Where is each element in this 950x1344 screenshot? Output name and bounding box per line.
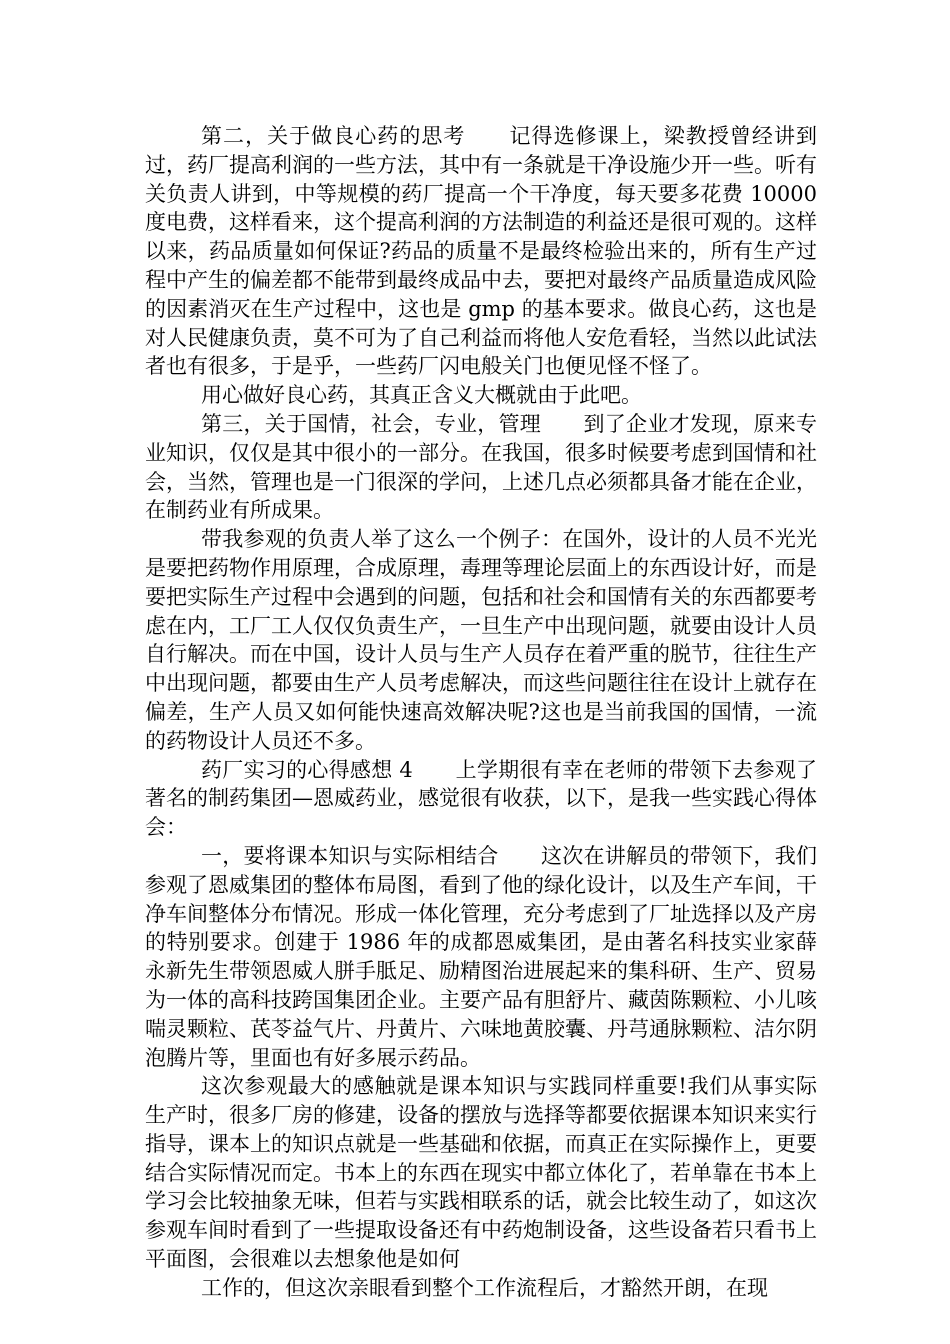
paragraph-design-example: 带我参观的负责人举了这么一个例子：在国外，设计的人员不光光是要把药物作用原理，合成原理，毒理等理论层面上的东西设计好，而是要把实际生产过程中会遇到的问题，包括和社会和国情有关的东西都要考虑在内，工厂工人仅仅负责生产，一旦生产中出现问题，就要由设计人员自行解决。而在中国，设计人员与生产人员存在着严重的脱节，往往生产中出现问题，都要由生产人员考虑解决，而这些问题往往在设计上就存在偏差，生产人员又如何能快速高效解决呢?这也是当前我国的国情，一流的药物设计人员还不多。 bbox=[145, 527, 817, 753]
paragraph-continuation: 工作的，但这次亲眼看到整个工作流程后，才豁然开朗，在现 bbox=[201, 1275, 768, 1300]
paragraph-national-conditions: 第三，关于国情，社会，专业，管理 到了企业才发现，原来专业知识，仅仅是其中很小的一部分。在我国，很多时候要考虑到国情和社会，当然，管理也是一门很深的学问，上述几点必须都具备才能在企业，在制药业有所成果。 bbox=[145, 411, 817, 523]
paragraph-reflection-4-intro: 药厂实习的心得感想 4 上学期很有幸在老师的带领下去参观了著名的制药集团—恩威药业，感觉很有收获，以下，是我一些实践心得体会： bbox=[145, 757, 817, 840]
paragraph-theory-practice: 一，要将课本知识与实际相结合 这次在讲解员的带领下，我们参观了恩威集团的整体布局图，看到了他的绿化设计，以及生产车间，干净车间整体分布情况。形成一体化管理，充分考虑到了厂址选择以及产房的特别要求。创建于 1986 年的成都恩威集团，是由著名科技实业家薛永新先生带领恩威人胼手胝足、励精图治进展起来的集科研、生产、贸易为一体的高科技跨国集团企业。主要产品有胆舒片、藏茵陈颗粒、小儿咳喘灵颗粒、芪苓益气片、丹黄片、六味地黄胶囊、丹芎通脉颗粒、洁尔阴泡腾片等，里面也有好多展示药品。 bbox=[145, 843, 817, 1070]
paragraph-biggest-impression: 这次参观最大的感触就是课本知识与实践同样重要!我们从事实际生产时，很多厂房的修建，设备的摆放与选择等都要依据课本知识来实行指导，课本上的知识点就是一些基础和依据，而真正在实际操作上，更要结合实际情况而定。书本上的东西在现实中都立体化了，若单靠在书本上学习会比较抽象无味，但若与实践相联系的话，就会比较生动了，如这次参观车间时看到了一些提取设备还有中药炮制设备，这些设备若只看书上平面图，会很难以去想象他是如何 bbox=[145, 1074, 817, 1272]
body-text bbox=[145, 122, 817, 1303]
paragraph-gmp-conscience: 第二，关于做良心药的思考 记得选修课上，梁教授曾经讲到过，药厂提高利润的一些方法，其中有一条就是干净设施少开一些。听有关负责人讲到，中等规模的药厂提高一个干净度，每天要多花费 10000 度电费，这样看来，这个提高利润的方法制造的利益还是很可观的。这样以来，药品质量如何保证?药品的质量不是最终检验出来的，所有生产过程中产生的偏差都不能带到最终成品中去，要把对最终产品质量造成风险的因素消灭在生产过程中，这也是 gmp 的基本要求。做良心药，这也是对人民健康负责，莫不可为了自己利益而将他人安危看轻，当然以此试法者也有很多，于是乎，一些药厂闪电般关门也便见怪不怪了。 bbox=[145, 124, 817, 379]
paragraph-conscience-summary: 用心做好良心药，其真正含义大概就由于此吧。 bbox=[201, 383, 642, 408]
